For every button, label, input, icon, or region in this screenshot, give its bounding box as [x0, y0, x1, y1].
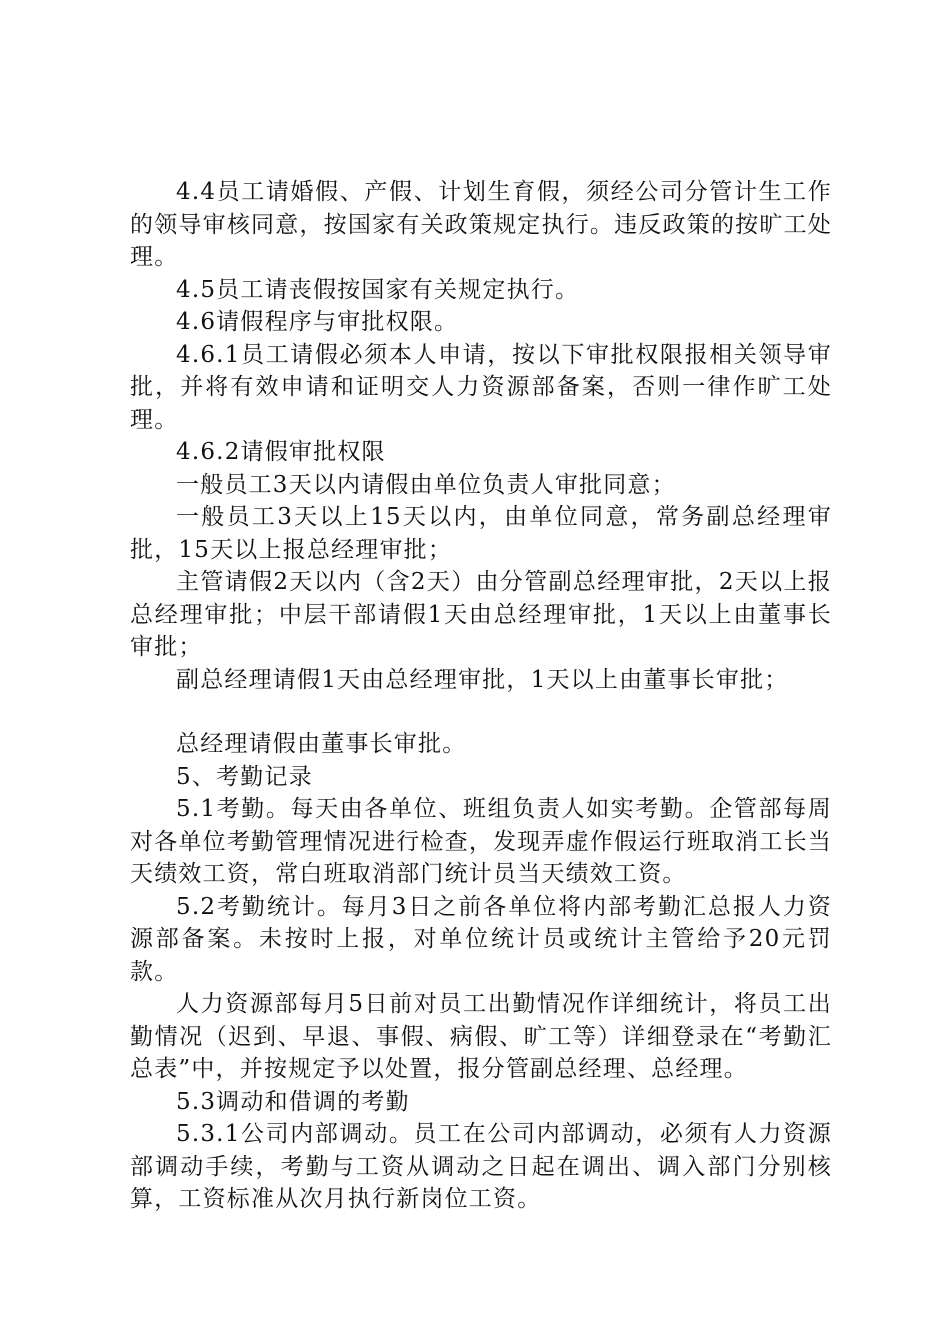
paragraph-general-staff-15-days: 一般员工3天以上15天以内，由单位同意，常务副总经理审批，15天以上报总经理审批；: [130, 504, 832, 563]
paragraph-deputy-gm-leave: 副总经理请假1天由总经理审批，1天以上由董事长审批；: [176, 666, 789, 693]
paragraph-5-1: 5.1考勤。每天由各单位、班组负责人如实考勤。企管部每周对各单位考勤管理情况进行检查，发现弄虚作假运行班取消工长当天绩效工资，常白班取消部门统计员当天绩效工资。: [130, 796, 832, 887]
paragraph-4-5: 4.5员工请丧假按国家有关规定执行。: [176, 276, 580, 303]
paragraph-general-staff-3-days: 一般员工3天以内请假由单位负责人审批同意；: [176, 471, 676, 498]
paragraph-supervisor-leave: 主管请假2天以内（含2天）由分管副总经理审批，2天以上报总经理审批；中层干部请假1天由总经理审批，1天以上由董事长审批；: [130, 569, 832, 660]
paragraph-gm-leave: 总经理请假由董事长审批。: [176, 731, 467, 757]
paragraph-4-4: 4.4员工请婚假、产假、计划生育假，须经公司分管计生工作的领导审核同意，按国家有关政策规定执行。违反政策的按旷工处理。: [130, 179, 832, 270]
document-body: [130, 176, 832, 1216]
paragraph-5-2: 5.2考勤统计。每月3日之前各单位将内部考勤汇总报人力资源部备案。未按时上报，对单位统计员或统计主管给予20元罚款。: [130, 893, 832, 985]
section-heading-attendance: 5、考勤记录: [176, 763, 313, 790]
paragraph-hr-monthly-stats: 人力资源部每月5日前对员工出勤情况作详细统计，将员工出勤情况（迟到、早退、事假、病假、旷工等）详细登录在“考勤汇总表”中，并按规定予以处置，报分管副总经理、总经理。: [130, 991, 832, 1082]
paragraph-5-3: 5.3调动和借调的考勤: [176, 1088, 410, 1115]
blank-line: [130, 696, 832, 728]
paragraph-4-6: 4.6请假程序与审批权限。: [176, 309, 459, 335]
paragraph-4-6-2: 4.6.2请假审批权限: [176, 439, 386, 465]
paragraph-5-3-1: 5.3.1公司内部调动。员工在公司内部调动，必须有人力资源部调动手续，考勤与工资从调动之日起在调出、调入部门分别核算，工资标准从次月执行新岗位工资。: [130, 1121, 832, 1212]
paragraph-4-6-1: 4.6.1员工请假必须本人申请，按以下审批权限报相关领导审批，并将有效申请和证明交人力资源部备案，否则一律作旷工处理。: [130, 341, 832, 433]
